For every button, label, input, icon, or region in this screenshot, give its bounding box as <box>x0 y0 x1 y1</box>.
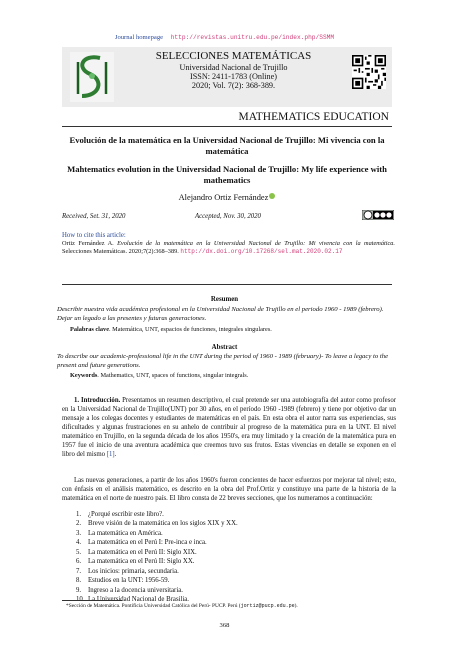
list-item-text: La matemática en el Perú II: Siglo XX. <box>88 558 195 566</box>
footnote-email[interactable]: jortiz@pucp.edu.pe <box>240 603 295 609</box>
list-item-text: ¿Porqué escribir este libro?. <box>88 511 164 518</box>
keywords-spanish <box>70 326 272 333</box>
homepage-label: Journal homepage <box>114 34 164 41</box>
list-item-text: La matemática en el Perú I: Pre-inca e inca. <box>88 539 207 547</box>
list-item-number: 4. <box>76 539 82 547</box>
orcid-icon[interactable] <box>269 193 275 199</box>
list-item-number: 9. <box>76 586 82 594</box>
list-item-text: La matemática en el Perú II: Siglo XIX. <box>88 548 197 556</box>
list-item-number: 1. <box>76 511 82 518</box>
keywords-english <box>70 372 248 379</box>
received-date: Received, Set. 31, 2020 <box>62 213 126 220</box>
list-item-number: 8. <box>76 577 82 585</box>
resumen-text: Describir nuestra vida académica profesional en la Universidad Nacional de Trujillo en el periodo 1960 - 1989 (febrero). Dejar un legado a las presentes y futuras generaciones. <box>57 306 384 322</box>
volume-info: 2020; Vol. 7(2): 368-389. <box>191 81 276 91</box>
abstract-divider <box>62 284 392 285</box>
section-label: MATHEMATICS EDUCATION <box>238 111 389 123</box>
qr-code-icon <box>352 55 386 89</box>
list-item <box>76 576 238 585</box>
kw-es-label: Palabras clave <box>70 326 109 333</box>
cite-heading: How to cite this article: <box>62 232 126 239</box>
intro-text: Presentamos un resumen descriptivo, el cual pretende ser una autobiografía del autor como profesor en la Universidad Nacional de Trujillo(UNT) por 30 años, en el período 1960 -1989 (febrero) y tiene por objetivo dar un mensaje a los colegas docentes y estudiantes de matemáticas en el país. En esta obra el autor narra sus experiencias, sus dificultades y algunas frustraciones en su anhelo de contribuir al progreso de la matemática pura en la UNT. El nivel matemático en Trujillo, en la segunda década de los años 1950's, era muy limitado y la creación de la matemática pura en 1957 fue el inicio de una aventura académica que creemos tuvo sus frutos. Estas vivencias en detalle se exponen en el libro del mismo <box>62 397 396 459</box>
citation-title: Evolución de la matemática en la Universidad Nacional de Trujillo: Mi vivencia con la matemática. <box>117 240 395 247</box>
list-item-text: Breve visión de la matemática en los siglos XIX y XX. <box>88 520 238 528</box>
list-item-number: 7. <box>76 567 82 575</box>
abstract-heading: Abstract <box>211 344 238 351</box>
list-item-number: 5. <box>76 548 82 556</box>
intro-end: . <box>114 451 117 459</box>
intro-heading: 1. Introducción. <box>74 397 121 404</box>
list-item-number: 2. <box>76 520 82 528</box>
book-sections-list <box>76 510 238 604</box>
list-item <box>76 548 238 557</box>
footnote-end: ). <box>294 603 298 609</box>
homepage-link[interactable]: http://revistas.unitru.edu.pe/index.php/SSMM <box>170 34 335 41</box>
list-item-text: La Universidad Nacional de Brasilia. <box>88 595 189 603</box>
footnote-divider <box>62 600 122 601</box>
kw-en-label: Keywords <box>70 372 98 379</box>
issn: ISSN: 2411-1783 (Online) <box>189 72 278 82</box>
list-item <box>76 519 238 528</box>
list-item <box>76 567 238 576</box>
author-name: Alejandro Ortiz Fernández <box>178 193 269 202</box>
second-paragraph: Las nuevas generaciones, a partir de los años 1960's fueron concientes de hacer esfuerzos por mejorar tal nivel; esto, con énfasis en el análisis matemático, es descrito en la obra del Prof.Ortiz y constituye una parte de la historia de la matemática en el norte de nuestro país. El libro consta de 22 breves secciones, que los numeramos a continuación: <box>62 477 396 503</box>
list-item-text: Los inicios: primaria, secundaria. <box>88 567 179 575</box>
list-item-text: Ingreso a la docencia universitaria. <box>88 586 183 594</box>
abstract-text: To describe our academic-professional life in the UNT during the period of 1960 - 1989 (february)- To leave a legacy to the present and future generations. <box>57 353 389 369</box>
list-item <box>76 510 238 519</box>
author-line <box>62 193 392 202</box>
list-item <box>76 586 238 595</box>
kw-en-text: . Mathematics, UNT, spaces of functions, singular integrals. <box>97 372 249 379</box>
header-divider <box>62 126 392 127</box>
list-item <box>76 538 238 547</box>
footnote-text: *Sección de Matemática. Pontificia Universidad Católica del Perú- PUCP. Perú ( <box>66 603 241 609</box>
journal-title: SELECCIONES MATEMÁTICAS <box>155 50 312 62</box>
list-item-text: La matemática en América. <box>88 529 163 537</box>
intro-paragraph <box>62 396 396 459</box>
resumen-heading: Resumen <box>210 296 239 303</box>
title-english: Mahtematics evolution in the Universidad Nacional de Trujillo: My life experience with mathematics <box>67 164 387 185</box>
footnote <box>66 603 298 609</box>
list-item-number: 3. <box>76 529 82 537</box>
page-number: 368 <box>219 622 230 629</box>
kw-es-text: . Matemática, UNT, espacios de funciones, integrales singulares. <box>109 326 272 333</box>
citation-text <box>62 240 395 257</box>
journal-logo-icon <box>70 52 114 102</box>
list-item <box>76 557 238 566</box>
accepted-date: Accepted, Nov. 30, 2020 <box>195 213 261 220</box>
reference-link[interactable]: [1] <box>106 451 115 459</box>
list-item <box>76 529 238 538</box>
title-spanish: Evolución de la matemática en la Universidad Nacional de Trujillo: Mi vivencia con la matemática <box>69 135 385 156</box>
list-item-text: Estudios en la UNT: 1956-59. <box>88 577 170 585</box>
citation-source: Selecciones Matemáticas. 2020;7(2):368–389. <box>62 248 179 256</box>
list-item-number: 6. <box>76 558 82 566</box>
doi-link[interactable]: http://dx.doi.org/10.17268/sel.mat.2020.02.17 <box>180 248 343 256</box>
journal-title-block <box>120 50 347 91</box>
citation-authors: Ortiz Fernández A. <box>62 240 114 247</box>
university-name: Universidad Nacional de Trujillo <box>179 62 288 72</box>
cc-license-icon[interactable] <box>362 210 394 220</box>
journal-homepage-line <box>0 34 449 41</box>
list-item-number: 10. <box>76 595 85 603</box>
